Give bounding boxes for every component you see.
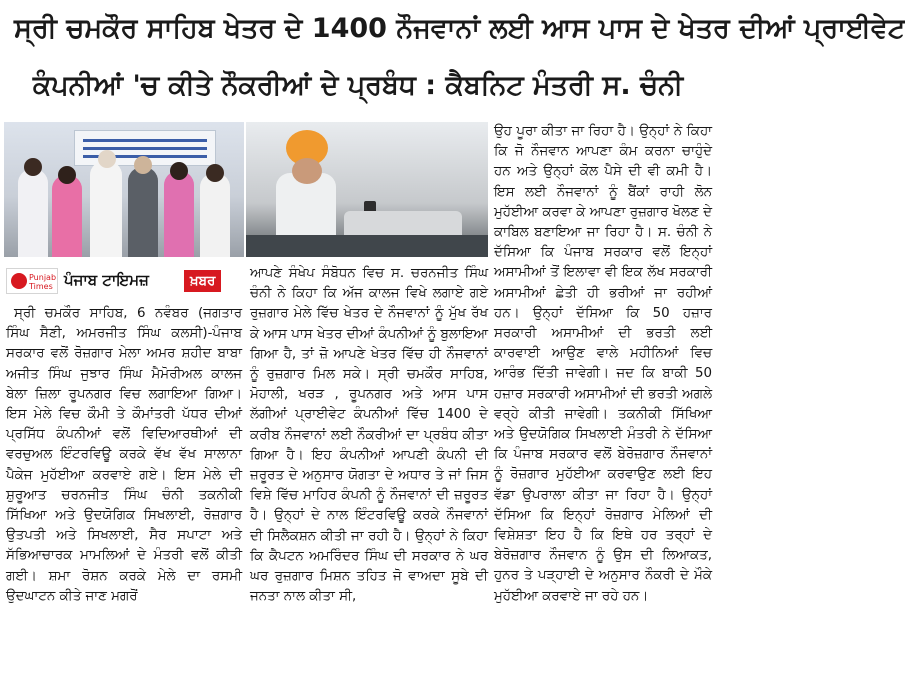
event-photo-speech [246,122,488,257]
newspaper-logo [6,268,58,294]
headline-line-1: ਸ੍ਰੀ ਚਮਕੌਰ ਸਾਹਿਬ ਖੇਤਰ ਦੇ 1400 ਨੌਜਵਾਨਾਂ ਲਈ ਆਸ ਪਾਸ ਦੇ ਖੇਤਰ ਦੀਆਂ ਪ੍ਰਾਈਵੇਟ [14,13,905,44]
event-photo-lamp-lighting [4,122,244,257]
headline [0,0,905,118]
newspaper-name: ਪੰਜਾਬ ਟਾਇਮਜ਼ [64,271,149,289]
news-badge: ਖ਼ਬਰ [184,270,221,292]
article-column-2: ਆਪਣੇ ਸੰਖੇਪ ਸੰਬੋਧਨ ਵਿਚ ਸ. ਚਰਨਜੀਤ ਸਿੰਘ ਚੰਨੀ ਨੇ ਕਿਹਾ ਕਿ ਅੱਜ ਕਾਲਜ ਵਿਖੇ ਲਗਾਏ ਗਏ ਰੁਜ਼ਗਾਰ ਮੇਲੇ ਵਿੱਚ ਖੇਤਰ ਦੇ ਨੌਜਵਾਨਾਂ ਨੂੰ ਮੁੱਖ ਰੱਖ ਕੇ ਆਸ ਪਾਸ ਖੇਤਰ ਦੀਆਂ ਕੰਪਨੀਆਂ ਨੂੰ ਬੁਲਾਇਆ ਗਿਆ ਹੈ, ਤਾਂ ਜ਼ੋ ਆਪਣੇ ਖੇਤਰ ਵਿੱਚ ਹੀ ਨੌਜਵਾਨਾਂ ਨੂੰ ਰੁਜ਼ਗਾਰ ਮਿਲ ਸਕੇ। ਸ੍ਰੀ ਚਮਕੌਰ ਸਾਹਿਬ, ਮੋਹਾਲੀ, ਖਰੜ , ਰੂਪਨਗਰ ਅਤੇ ਆਸ ਪਾਸ ਲੱਗੀਆਂ ਪ੍ਰਾਈਵੇਟ ਕੰਪਨੀਆਂ ਵਿੱਚ 1400 ਦੇ ਕਰੀਬ ਨੌਜਵਾਨਾਂ ਲਈ ਨੌਕਰੀਆਂ ਦਾ ਪ੍ਰਬੰਧ ਕੀਤਾ ਗਿਆ ਹੈ। ਇਹ ਕੰਪਨੀਆਂ ਆਪਣੀ ਕੰਪਨੀ ਦੀ ਜ਼ਰੂਰਤ ਦੇ ਅਨੁਸਾਰ ਯੋਗਤਾ ਦੇ ਅਧਾਰ ਤੇ ਜਾਂ ਜਿਸ ਵਿਸ਼ੇ ਵਿੱਚ ਮਾਹਿਰ ਕੰਪਨੀ ਨੂੰ ਨੌਜਵਾਨਾਂ ਦੀ ਜ਼ਰੂਰਤ ਹੈ। ਉਨ੍ਹਾਂ ਦੇ ਨਾਲ ਇੰਟਰਵਿਊ ਕਰਕੇ ਨੌਜਵਾਨਾਂ ਦੀ ਸਿਲੈਕਸ਼ਨ ਕੀਤੀ ਜਾ ਰਹੀ ਹੈ। ਉਨ੍ਹਾਂ ਨੇ ਕਿਹਾ ਕਿ ਕੈਪਟਨ ਅਮਰਿੰਦਰ ਸਿੰਘ ਦੀ ਸਰਕਾਰ ਨੇ ਘਰ ਘਰ ਰੁਜ਼ਗਾਰ ਮਿਸ਼ਨ ਤਹਿਤ ਜੋ ਵਾਅਦਾ ਸੂਬੇ ਦੀ ਜਨਤਾ ਨਾਲ ਕੀਤਾ ਸੀ, [250,266,488,605]
headline-line-2: ਕੰਪਨੀਆਂ 'ਚ ਕੀਤੇ ਨੌਕਰੀਆਂ ਦੇ ਪ੍ਰਬੰਧ : ਕੈਬਨਿਟ ਮੰਤਰੀ ਸ. ਚੰਨੀ [32,70,684,101]
article-column-1: ਸ੍ਰੀ ਚਮਕੌਰ ਸਾਹਿਬ, 6 ਨਵੰਬਰ (ਜਗਤਾਰ ਸਿੰਘ ਸੈਣੀ, ਅਮਰਜੀਤ ਸਿੰਘ ਕਲਸੀ)-ਪੰਜਾਬ ਸਰਕਾਰ ਵਲੋਂ ਰੋਜ਼ਗਾਰ ਮੇਲਾ ਅਮਰ ਸ਼ਹੀਦ ਬਾਬਾ ਅਜੀਤ ਸਿੰਘ ਜੁਝਾਰ ਸਿੰਘ ਮੈਮੋਰੀਅਲ ਕਾਲਜ ਬੇਲਾ ਜ਼ਿਲਾ ਰੂਪਨਗਰ ਵਿਚ ਲਗਾਇਆ ਗਿਆ। ਇਸ ਮੇਲੇ ਵਿਚ ਕੌਮੀ ਤੇ ਕੌਮਾਂਤਰੀ ਪੱਧਰ ਦੀਆਂ ਪ੍ਰਸਿੱਧ ਕੰਪਨੀਆਂ ਵਲੋਂ ਵਿਦਿਆਰਥੀਆਂ ਦੀ ਵਰਚੁਅਲ ਇੰਟਰਵਿਊ ਕਰਕੇ ਵੱਖ ਵੱਖ ਸਾਲਾਨਾ ਪੈਕੇਜ ਮੁਹੱਈਆ ਕਰਵਾਏ ਗਏ। ਇਸ ਮੇਲੇ ਦੀ ਸ਼ੁਰੂਆਤ ਚਰਨਜੀਤ ਸਿੰਘ ਚੰਨੀ ਤਕਨੀਕੀ ਸਿੱਖਿਆ ਅਤੇ ਉਦਯੋਗਿਕ ਸਿਖਲਾਈ, ਰੋਜ਼ਗਾਰ ਉਤਪਤੀ ਅਤੇ ਸਿਖਲਾਈ, ਸੈਰ ਸਪਾਟਾ ਅਤੇ ਸੱਭਿਆਚਾਰਕ ਮਾਮਲਿਆਂ ਦੇ ਮੰਤਰੀ ਵਲੋਂ ਕੀਤੀ ਗਈ। ਸ਼ਮਾ ਰੋਸ਼ਨ ਕਰਕੇ ਮੇਲੇ ਦਾ ਰਸਮੀ ਉਦਘਾਟਨ ਕੀਤੇ ਜਾਣ ਮਗਰੋਂ [6,306,242,604]
logo-text: Punjab Times [29,273,57,291]
logo-mark-icon [11,273,27,289]
source-bar [6,268,242,294]
article-column-3: ਉਹ ਪੂਰਾ ਕੀਤਾ ਜਾ ਰਿਹਾ ਹੈ। ਉਨ੍ਹਾਂ ਨੇ ਕਿਹਾ ਕਿ ਜੋ ਨੌਜਵਾਨ ਆਪਣਾ ਕੰਮ ਕਰਨਾ ਚਾਹੁੰਦੇ ਹਨ ਅਤੇ ਉਨ੍ਹਾਂ ਕੋਲ ਪੈਸੇ ਦੀ ਵੀ ਕਮੀ ਹੈ। ਇਸ ਲਈ ਨੌਜਵਾਨਾਂ ਨੂੰ ਬੈਂਕਾਂ ਰਾਹੀ ਲੋਨ ਮੁਹੱਈਆ ਕਰਵਾ ਕੇ ਆਪਣਾ ਰੁਜ਼ਗਾਰ ਖੋਲਣ ਦੇ ਕਾਬਿਲ ਬਣਾਇਆ ਜਾ ਰਿਹਾ ਹੈ। ਸ. ਚੰਨੀ ਨੇ ਦੱਸਿਆ ਕਿ ਪੰਜਾਬ ਸਰਕਾਰ ਵਲੋਂ ਇਨ੍ਹਾਂ ਅਸਾਮੀਆਂ ਤੋਂ ਇਲਾਵਾ ਵੀ ਇਕ ਲੱਖ ਸਰਕਾਰੀ ਅਸਾਮੀਆਂ ਛੇਤੀ ਹੀ ਭਰੀਆਂ ਜਾ ਰਹੀਆਂ ਹਨ। ਉਨ੍ਹਾਂ ਦੱਸਿਆ ਕਿ 50 ਹਜ਼ਾਰ ਸਰਕਾਰੀ ਅਸਾਮੀਆਂ ਦੀ ਭਰਤੀ ਲਈ ਕਾਰਵਾਈ ਆਉਣ ਵਾਲੇ ਮਹੀਨਿਆਂ ਵਿਚ ਆਰੰਭ ਦਿੱਤੀ ਜਾਵੇਗੀ। ਜਦ ਕਿ ਬਾਕੀ 50 ਹਜ਼ਾਰ ਸਰਕਾਰੀ ਅਸਾਮੀਆਂ ਦੀ ਭਰਤੀ ਅਗਲੇ ਵਰ੍ਹੇ ਕੀਤੀ ਜਾਵੇਗੀ। ਤਕਨੀਕੀ ਸਿੱਖਿਆ ਅਤੇ ਉਦਯੋਗਿਕ ਸਿਖਲਾਈ ਮੰਤਰੀ ਨੇ ਦੱਸਿਆ ਕਿ ਪੰਜਾਬ ਸਰਕਾਰ ਵਲੋਂ ਬੇਰੋਜ਼ਗਾਰ ਨੌਜਵਾਨਾਂ ਨੂੰ ਰੋਜ਼ਗਾਰ ਮੁਹੱਈਆ ਕਰਵਾਉਣ ਲਈ ਇਹ ਵੱਡਾ ਉਪਰਾਲਾ ਕੀਤਾ ਜਾ ਰਿਹਾ ਹੈ। ਉਨ੍ਹਾਂ ਦੱਸਿਆ ਕਿ ਇਨ੍ਹਾਂ ਰੋਜ਼ਗਾਰ ਮੇਲਿਆਂ ਦੀ ਵਿਸ਼ੇਸ਼ਤਾ ਇਹ ਹੈ ਕਿ ਇਥੇ ਹਰ ਤਰ੍ਹਾਂ ਦੇ ਬੇਰੋਜ਼ਗਾਰ ਨੌਜਵਾਨ ਨੂੰ ਉਸ ਦੀ ਲਿਆਕਤ, ਹੁਨਰ ਤੇ ਪੜ੍ਹਾਈ ਦੇ ਅਨੁਸਾਰ ਨੌਕਰੀ ਦੇ ਮੌਕੇ ਮੁਹੱਈਆ ਕਰਵਾਏ ਜਾ ਰਹੇ ਹਨ। [494,124,712,604]
